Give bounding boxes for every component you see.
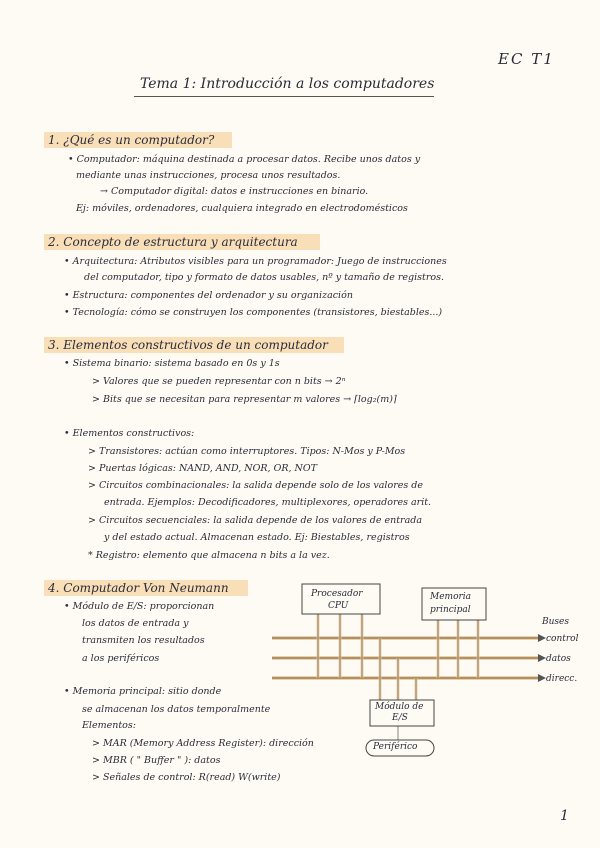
s1-line-4: Ej: móviles, ordenadores, cualquiera integrado en electrodomésticos	[76, 203, 408, 214]
s3-line-11: * Registro: elemento que almacena n bits a la vez.	[88, 550, 330, 561]
s1-line-2: mediante unas instrucciones, procesa unos resultados.	[76, 170, 341, 181]
bus-lines	[272, 638, 538, 678]
page-title: Tema 1: Introducción a los computadores	[140, 76, 435, 92]
s2-line-4: • Tecnología: cómo se construyen los componentes (transistores, biestables...)	[64, 307, 443, 318]
course-code: EC T1	[498, 50, 555, 68]
s3-line-10: y del estado actual. Almacenan estado. Ej: Biestables, registros	[104, 532, 410, 543]
s3-line-7: > Circuitos combinacionales: la salida depende solo de los valores de	[88, 480, 423, 491]
s3-line-3: > Bits que se necesitan para representar m valores → ⌈log₂(m)⌉	[92, 394, 397, 405]
s3-line-6: > Puertas lógicas: NAND, AND, NOR, OR, NOT	[88, 463, 317, 474]
s2-line-2: del computador, tipo y formato de datos usables, nº y tamaño de registros.	[84, 272, 444, 283]
s3-line-5: > Transistores: actúan como interruptores. Tipos: N-Mos y P-Mos	[88, 446, 406, 457]
buses-label: Buses	[542, 617, 569, 627]
section-3-heading: 3. Elementos constructivos de un computador	[48, 338, 328, 352]
s4-line-4: a los periféricos	[82, 653, 160, 664]
io-module-label-1: Módulo de	[375, 702, 424, 712]
s4-line-9: > MBR ( " Buffer " ): datos	[92, 755, 221, 766]
s2-line-1: • Arquitectura: Atributos visibles para un programador: Juego de instrucciones	[64, 256, 447, 267]
cpu-label-2: CPU	[328, 601, 349, 611]
s1-line-3: → Computador digital: datos e instrucciones en binario.	[100, 186, 369, 197]
io-module-label-2: E/S	[392, 713, 408, 723]
bus-data-label: datos	[546, 654, 571, 664]
section-2-heading: 2. Concepto de estructura y arquitectura	[48, 235, 298, 249]
s3-line-9: > Circuitos secuenciales: la salida depende de los valores de entrada	[88, 515, 422, 526]
bus-address-label: direcc.	[546, 674, 578, 684]
s4-line-3: transmiten los resultados	[82, 635, 205, 646]
bus-arrows	[538, 634, 546, 682]
s4-line-10: > Señales de control: R(read) W(write)	[92, 772, 281, 783]
s3-line-4: • Elementos constructivos:	[64, 428, 195, 439]
s4-line-5: • Memoria principal: sitio donde	[64, 686, 222, 697]
s3-line-8: entrada. Ejemplos: Decodificadores, multiplexores, operadores arit.	[104, 497, 432, 508]
s3-line-2: > Valores que se pueden representar con n bits → 2ⁿ	[92, 376, 346, 387]
s4-line-6: se almacenan los datos temporalmente	[82, 704, 271, 715]
bus-control-label: control	[546, 634, 579, 644]
s1-line-1: • Computador: máquina destinada a procesar datos. Recibe unos datos y	[68, 154, 421, 165]
section-1-heading: 1. ¿Qué es un computador?	[48, 133, 215, 147]
peripheral-label: Periférico	[373, 742, 418, 752]
s4-line-7: Elementos:	[82, 720, 136, 731]
memory-label-2: principal	[430, 605, 471, 615]
s4-line-2: los datos de entrada y	[82, 618, 189, 629]
section-4-heading: 4. Computador Von Neumann	[48, 581, 229, 595]
page-number: 1	[560, 808, 569, 824]
cpu-label-1: Procesador	[311, 589, 363, 599]
s4-line-8: > MAR (Memory Address Register): dirección	[92, 738, 314, 749]
memory-label-1: Memoria	[430, 592, 472, 602]
s4-line-1: • Módulo de E/S: proporcionan	[64, 601, 215, 612]
s3-line-1: • Sistema binario: sistema basado en 0s y 1s	[64, 358, 280, 369]
s2-line-3: • Estructura: componentes del ordenador y su organización	[64, 290, 353, 301]
